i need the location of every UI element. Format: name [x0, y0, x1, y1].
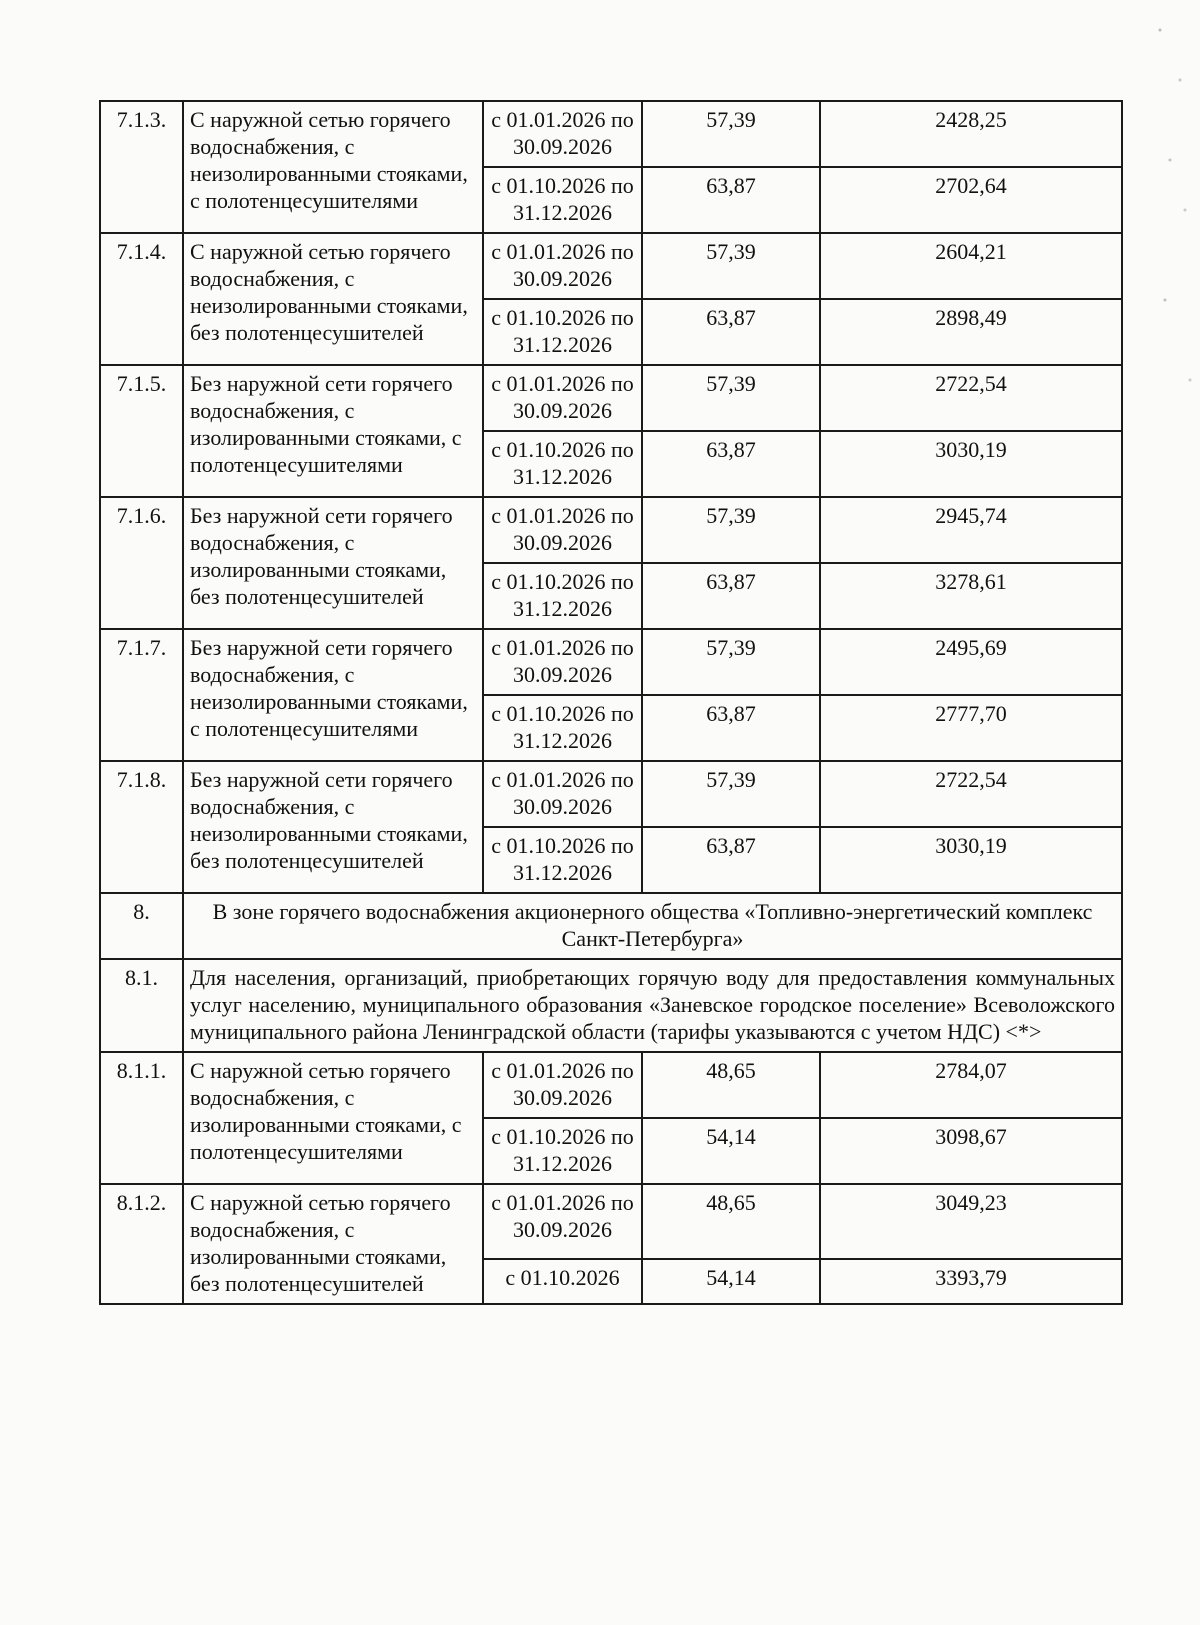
- tariff-component-value: 57,39: [642, 761, 820, 827]
- tariff-value: 2898,49: [820, 299, 1122, 365]
- tariff-component-value: 54,14: [642, 1259, 820, 1304]
- tariff-component-value: 63,87: [642, 299, 820, 365]
- period-cell: с 01.01.2026 по 30.09.2026: [483, 233, 642, 299]
- tariff-value: 2722,54: [820, 365, 1122, 431]
- period-cell: с 01.10.2026 по 31.12.2026: [483, 563, 642, 629]
- tariff-value: 2702,64: [820, 167, 1122, 233]
- item-description: Без наружной сети горячего водоснабжения, с неизолированными стояками, без полотенцесушителей: [183, 761, 483, 893]
- table-row: [100, 1184, 1122, 1259]
- tariff-value: 3278,61: [820, 563, 1122, 629]
- item-description: Без наружной сети горячего водоснабжения, с изолированными стояками, без полотенцесушителей: [183, 497, 483, 629]
- tariff-component-value: 63,87: [642, 695, 820, 761]
- period-cell: с 01.10.2026 по 31.12.2026: [483, 167, 642, 233]
- item-description: С наружной сетью горячего водоснабжения, с неизолированными стояками, без полотенцесушителей: [183, 233, 483, 365]
- scan-noise: [1140, 0, 1200, 420]
- item-description: С наружной сетью горячего водоснабжения, с изолированными стояками, без полотенцесушителей: [183, 1184, 483, 1304]
- table-row: [100, 629, 1122, 695]
- tariff-table: [99, 100, 1123, 1305]
- period-cell: с 01.01.2026 по 30.09.2026: [483, 497, 642, 563]
- period-cell: с 01.10.2026 по 31.12.2026: [483, 431, 642, 497]
- tariff-component-value: 63,87: [642, 431, 820, 497]
- tariff-component-value: 63,87: [642, 563, 820, 629]
- item-number: 7.1.6.: [100, 497, 183, 629]
- item-number: 7.1.8.: [100, 761, 183, 893]
- table-row: [100, 365, 1122, 431]
- period-cell: с 01.10.2026: [483, 1259, 642, 1304]
- item-number: 7.1.7.: [100, 629, 183, 761]
- period-cell: с 01.01.2026 по 30.09.2026: [483, 1052, 642, 1118]
- item-description: С наружной сетью горячего водоснабжения, с изолированными стояками, с полотенцесушителями: [183, 1052, 483, 1184]
- tariff-component-value: 48,65: [642, 1052, 820, 1118]
- tariff-component-value: 57,39: [642, 365, 820, 431]
- tariff-value: 2784,07: [820, 1052, 1122, 1118]
- period-cell: с 01.01.2026 по 30.09.2026: [483, 629, 642, 695]
- table-row: [100, 497, 1122, 563]
- period-cell: с 01.01.2026 по 30.09.2026: [483, 101, 642, 167]
- tariff-value: 3030,19: [820, 431, 1122, 497]
- item-number: 7.1.4.: [100, 233, 183, 365]
- item-number: 8.1.1.: [100, 1052, 183, 1184]
- period-cell: с 01.10.2026 по 31.12.2026: [483, 827, 642, 893]
- tariff-component-value: 57,39: [642, 101, 820, 167]
- tariff-value: 2428,25: [820, 101, 1122, 167]
- period-cell: с 01.10.2026 по 31.12.2026: [483, 695, 642, 761]
- tariff-value: 3393,79: [820, 1259, 1122, 1304]
- tariff-value: 2604,21: [820, 233, 1122, 299]
- tariff-value: 2945,74: [820, 497, 1122, 563]
- table-row: [100, 101, 1122, 167]
- tariff-value: 2777,70: [820, 695, 1122, 761]
- table-row: [100, 761, 1122, 827]
- tariff-component-value: 63,87: [642, 167, 820, 233]
- period-cell: с 01.10.2026 по 31.12.2026: [483, 299, 642, 365]
- item-number: 7.1.5.: [100, 365, 183, 497]
- tariff-value: 2495,69: [820, 629, 1122, 695]
- section-row: [100, 959, 1122, 1052]
- tariff-component-value: 57,39: [642, 629, 820, 695]
- tariff-component-value: 57,39: [642, 233, 820, 299]
- item-description: С наружной сетью горячего водоснабжения, с неизолированными стояками, с полотенцесушителями: [183, 101, 483, 233]
- tariff-component-value: 57,39: [642, 497, 820, 563]
- table-row: [100, 233, 1122, 299]
- section-number: 8.: [100, 893, 183, 959]
- tariff-component-value: 54,14: [642, 1118, 820, 1184]
- tariff-component-value: 63,87: [642, 827, 820, 893]
- tariff-value: 3030,19: [820, 827, 1122, 893]
- tariff-component-value: 48,65: [642, 1184, 820, 1259]
- tariff-value: 2722,54: [820, 761, 1122, 827]
- period-cell: с 01.01.2026 по 30.09.2026: [483, 1184, 642, 1259]
- period-cell: с 01.10.2026 по 31.12.2026: [483, 1118, 642, 1184]
- item-description: Без наружной сети горячего водоснабжения, с изолированными стояками, с полотенцесушителями: [183, 365, 483, 497]
- period-cell: с 01.01.2026 по 30.09.2026: [483, 761, 642, 827]
- table-row: [100, 1052, 1122, 1118]
- item-number: 7.1.3.: [100, 101, 183, 233]
- item-description: Без наружной сети горячего водоснабжения, с неизолированными стояками, с полотенцесушителями: [183, 629, 483, 761]
- section-text: Для населения, организаций, приобретающих горячую воду для предоставления коммунальных услуг населению, муниципального образования «Заневское городское поселение» Всеволожского муниципального района Ленинградской области (тарифы указываются с учетом НДС) <*>: [183, 959, 1122, 1052]
- section-number: 8.1.: [100, 959, 183, 1052]
- tariff-value: 3049,23: [820, 1184, 1122, 1259]
- section-row: [100, 893, 1122, 959]
- tariff-value: 3098,67: [820, 1118, 1122, 1184]
- period-cell: с 01.01.2026 по 30.09.2026: [483, 365, 642, 431]
- item-number: 8.1.2.: [100, 1184, 183, 1304]
- section-title: В зоне горячего водоснабжения акционерного общества «Топливно-энергетический комплекс Санкт-Петербурга»: [183, 893, 1122, 959]
